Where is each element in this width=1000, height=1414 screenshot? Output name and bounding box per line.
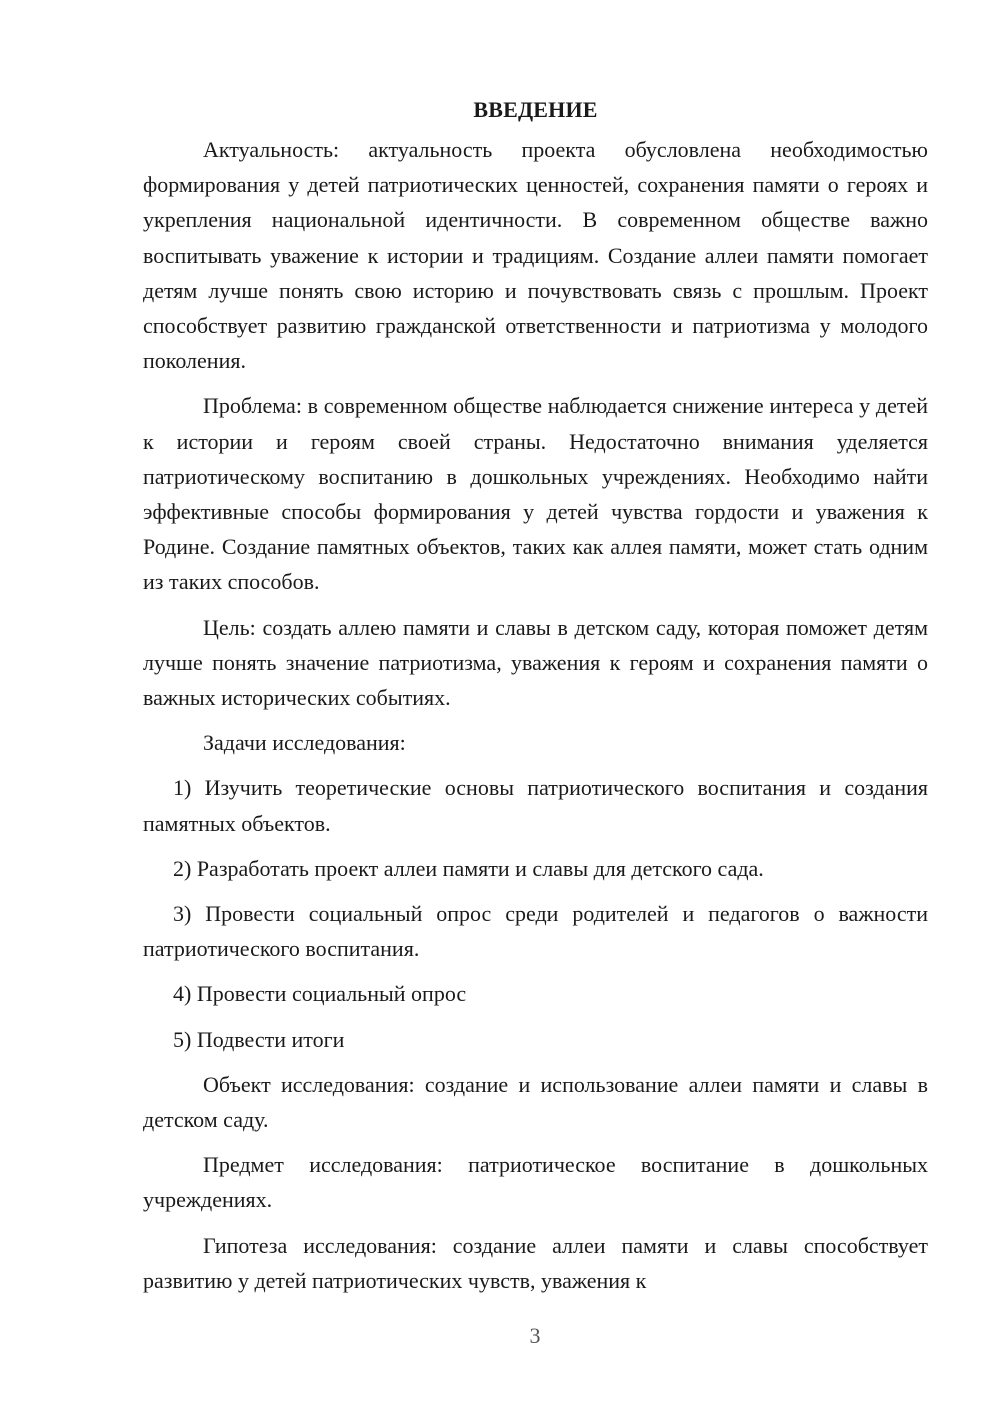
page-number: 3 bbox=[529, 1323, 541, 1348]
paragraph-subject: Предмет исследования: патриотическое воспитание в дошкольных учреждениях. bbox=[143, 1152, 928, 1213]
task-item-1: 1) Изучить теоретические основы патриотического воспитания и создания памятных объектов. bbox=[143, 775, 928, 836]
task-item-5: 5) Подвести итоги bbox=[173, 1026, 345, 1052]
section-title: ВВЕДЕНИЕ bbox=[473, 97, 598, 122]
paragraph-object: Объект исследования: создание и использование аллеи памяти и славы в детском саду. bbox=[143, 1071, 928, 1133]
paragraph-problem: Проблема: в современном обществе наблюдается снижение интереса у детей к истории и героям своей страны. Недостаточно внимания уделяется патриотическому воспитанию в дошкольных учреждениях. Необходимо найти эффективные способы формирования у детей чувства гордости и уважения к Родине. Создание памятных объектов, таких как аллея памяти, может стать одним из таких способов. bbox=[143, 393, 928, 595]
paragraph-hypothesis: Гипотеза исследования: создание аллеи памяти и славы способствует развитию у детей патриотических чувств, уважения к bbox=[143, 1232, 928, 1293]
page-content bbox=[143, 92, 928, 1308]
paragraph-goal: Цель: создать аллею памяти и славы в детском саду, которая поможет детям лучше понять значение патриотизма, уважения к героям и сохранения памяти о важных исторических событиях. bbox=[143, 614, 928, 711]
tasks-heading: Задачи исследования: bbox=[203, 730, 406, 756]
task-item-3: 3) Провести социальный опрос среди родителей и педагогов о важности патриотического воспитания. bbox=[143, 901, 928, 962]
task-item-4: 4) Провести социальный опрос bbox=[173, 981, 467, 1007]
task-item-2: 2) Разработать проект аллеи памяти и славы для детского сада. bbox=[173, 855, 764, 881]
paragraph-relevance: Актуальность: актуальность проекта обусловлена необходимостью формирования у детей патриотических ценностей, сохранения памяти о героях и укрепления национальной идентичности. В современном обществе важно воспитывать уважение к истории и традициям. Создание аллеи памяти помогает детям лучше понять свою историю и почувствовать связь с прошлым. Проект способствует развитию гражданской ответственности и патриотизма у молодого поколения. bbox=[143, 137, 928, 374]
